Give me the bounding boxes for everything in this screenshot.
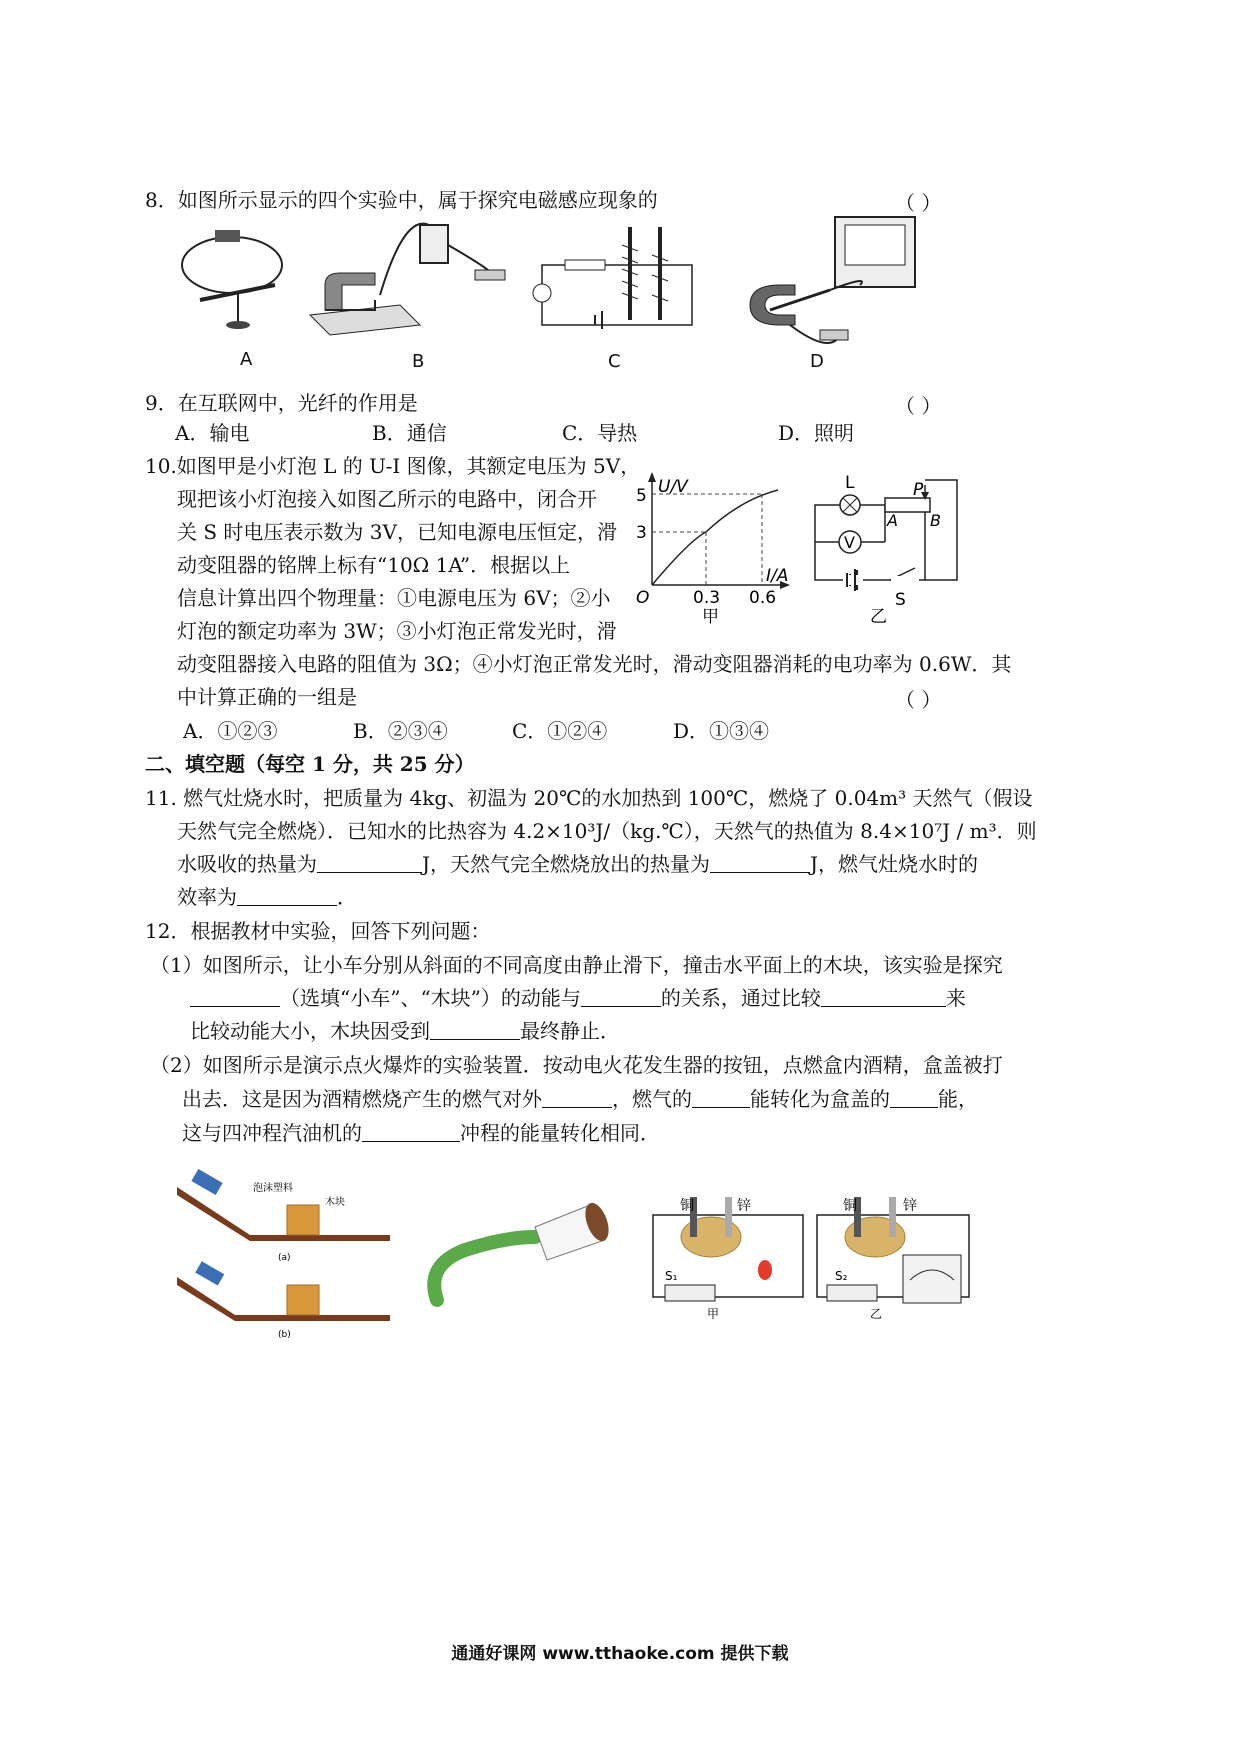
circuit-voltmeter-label: V: [844, 533, 855, 552]
potato-yi-cu-label: 铜: [843, 1198, 857, 1214]
q12-p1-line-1: （1）如图所示，让小车分别从斜面的不同高度由静止滑下，撞击水平面上的木块，该实验是探究: [150, 953, 1003, 977]
fig-potato-jia: [653, 1197, 803, 1321]
q10-line-1: 10.如图甲是小灯泡 L 的 U-I 图像，其额定电压为 5V，: [145, 454, 641, 478]
q11-blank-2[interactable]: [710, 850, 810, 873]
ramp-b-label: (b): [278, 1330, 291, 1340]
q12-blank-3[interactable]: [821, 984, 946, 1007]
q11-line-4: [177, 883, 357, 911]
q11-line-3c: J，燃气灶烧水时的: [810, 852, 979, 876]
q12-p2-line-2c: 能转化为盒盖的: [750, 1087, 890, 1111]
q12-p2-line-3b: 冲程的能量转化相同．: [460, 1121, 660, 1145]
q10-ui-graph: [630, 470, 790, 630]
potato-yi-caption: 乙: [870, 1307, 883, 1321]
fig-a-oersted: [182, 230, 282, 329]
q12-p1-line-3a: 比较动能大小，木块因受到: [190, 1019, 430, 1043]
q12-p1-line-3b: 最终静止．: [520, 1019, 620, 1043]
q10-line-5: 信息计算出四个物理量：①电源电压为 6V；②小: [177, 586, 611, 610]
circuit-lamp-label: L: [845, 473, 855, 493]
q10-line-3: 关 S 时电压表示数为 3V，已知电源电压恒定，滑: [177, 520, 617, 544]
circuit-switch-label: S: [895, 590, 906, 610]
graph-caption: 甲: [702, 607, 719, 627]
graph-ytick-5: 5: [636, 486, 647, 506]
q11-line-3: [177, 850, 978, 878]
graph-ytick-3: 3: [636, 523, 647, 543]
q8-stem: 8．如图所示显示的四个实验中，属于探究电磁感应现象的: [145, 188, 658, 212]
q12-p1-line-2: [190, 984, 966, 1012]
q12-blank-2[interactable]: [581, 984, 661, 1007]
q12-p1-line-2b: 的关系，通过比较: [660, 986, 821, 1010]
q10-option-d: D．①③④: [673, 719, 770, 743]
q10-line-6: 灯泡的额定功率为 3W；③小灯泡正常发光时，滑: [177, 619, 617, 643]
q8-label-d: D: [810, 351, 824, 372]
q10-option-a: A．①②③: [183, 719, 278, 743]
q8-label-c: C: [608, 351, 621, 372]
q11-line-1: 11. 燃气灶烧水时，把质量为 4kg、初温为 20℃的水加热到 100℃，燃烧了 0.04m³ 天然气（假设: [145, 786, 1033, 810]
circuit-a-label: A: [887, 511, 898, 530]
ramp-block-label: 木块: [325, 1197, 345, 1208]
q12-p1-line-2c: 来: [945, 986, 966, 1010]
fig-potato-yi: [817, 1197, 969, 1321]
q12-blank-1[interactable]: [190, 984, 280, 1007]
graph-xlabel: I/A: [766, 566, 789, 586]
q12-stem: 12．根据教材中实验，回答下列问题：: [145, 919, 491, 943]
q9-option-d: D．照明: [778, 421, 855, 445]
q12-p2-line-3a: 这与四冲程汽油机的: [182, 1121, 362, 1145]
q12-p2-line-2b: ，燃气的: [612, 1087, 692, 1111]
graph-origin: O: [636, 588, 650, 608]
q9-option-c: C．导热: [562, 421, 638, 445]
potato-s2-label: S₂: [835, 1269, 848, 1283]
q10-line-2: 现把该小灯泡接入如图乙所示的电路中，闭合开: [177, 487, 597, 511]
q10-option-c: C．①②④: [512, 719, 608, 743]
q10-paren: （ ）: [895, 688, 942, 712]
q12-p2-line-2: [182, 1085, 978, 1113]
q11-line-2: 天然气完全燃烧）．已知水的比热容为 4.2×10³J/（kg.℃），天然气的热值为 8.4×10⁷J / m³．则: [177, 819, 1037, 843]
potato-jia-cu-label: 铜: [680, 1198, 694, 1214]
circuit-slider-label: P: [913, 480, 924, 500]
section-2-title: 二、填空题（每空 1 分，共 25 分）: [145, 752, 475, 776]
fig-ramp: [177, 1169, 390, 1340]
q12-p2-line-1: （2）如图所示是演示点火爆炸的实验装置．按动电火花发生器的按钮，点燃盒内酒精，盒盖被打: [150, 1053, 1003, 1077]
potato-s1-label: S₁: [665, 1269, 678, 1283]
q8-figures: [170, 215, 960, 375]
circuit-caption: 乙: [870, 607, 887, 627]
q11-line-3a: 水吸收的热量为: [177, 852, 317, 876]
q9-option-a: A．输电: [175, 421, 250, 445]
q12-blank-4[interactable]: [430, 1017, 520, 1040]
q8-paren: （ ）: [895, 191, 942, 215]
fig-d-induction: [750, 217, 915, 343]
q12-blank-8[interactable]: [362, 1119, 460, 1142]
q10-line-7: 动变阻器接入电路的阻值为 3Ω；④小灯泡正常发光时，滑动变阻器消耗的电功率为 0.6W．其: [177, 652, 1012, 676]
q11-line-3b: J，天然气完全燃烧放出的热量为: [422, 852, 711, 876]
q11-line-4a: 效率为: [177, 885, 237, 909]
circuit-b-label: B: [930, 511, 941, 530]
potato-jia-zn-label: 锌: [737, 1198, 751, 1214]
ramp-a-label: (a): [278, 1253, 291, 1263]
q12-p2-line-2d: 能，: [938, 1087, 978, 1111]
graph-ylabel: U/V: [658, 477, 688, 497]
q12-p1-line-3: [190, 1017, 620, 1045]
graph-xtick-06: 0.6: [749, 588, 777, 608]
q11-blank-3[interactable]: [237, 883, 337, 906]
page-footer: 通通好课网 www.tthaoke.com 提供下载: [451, 1644, 789, 1664]
fig-b-motor: [310, 224, 505, 335]
potato-yi-zn-label: 锌: [903, 1198, 917, 1214]
q12-figures: [175, 1165, 975, 1345]
q10-line-4: 动变阻器的铭牌上标有“10Ω 1A”．根据以上: [177, 553, 571, 577]
q8-label-b: B: [412, 351, 425, 372]
q10-line-8: 中计算正确的一组是: [177, 685, 357, 709]
fig-spark: [434, 1200, 613, 1300]
fig-c-electromagnet: [533, 227, 692, 329]
q9-stem: 9．在互联网中，光纤的作用是: [145, 391, 418, 415]
graph-xtick-03: 0.3: [693, 588, 721, 608]
q11-line-4b: ．: [337, 885, 357, 909]
q8-label-a: A: [240, 349, 253, 370]
ramp-foam-label: 泡沫塑料: [253, 1183, 293, 1194]
q12-blank-7[interactable]: [890, 1085, 938, 1108]
q10-option-b: B．②③④: [353, 719, 448, 743]
potato-jia-caption: 甲: [707, 1307, 720, 1321]
q11-blank-1[interactable]: [317, 850, 422, 873]
q10-circuit: [805, 470, 970, 630]
q12-blank-5[interactable]: [542, 1085, 612, 1108]
q12-blank-6[interactable]: [692, 1085, 750, 1108]
q9-paren: （ ）: [895, 394, 942, 418]
q12-p2-line-3: [182, 1119, 660, 1147]
q12-p2-line-2a: 出去．这是因为酒精燃烧产生的燃气对外: [182, 1087, 542, 1111]
q12-p1-line-2a: （选填“小车”、“木块”）的动能与: [280, 986, 581, 1010]
q9-option-b: B．通信: [372, 421, 447, 445]
